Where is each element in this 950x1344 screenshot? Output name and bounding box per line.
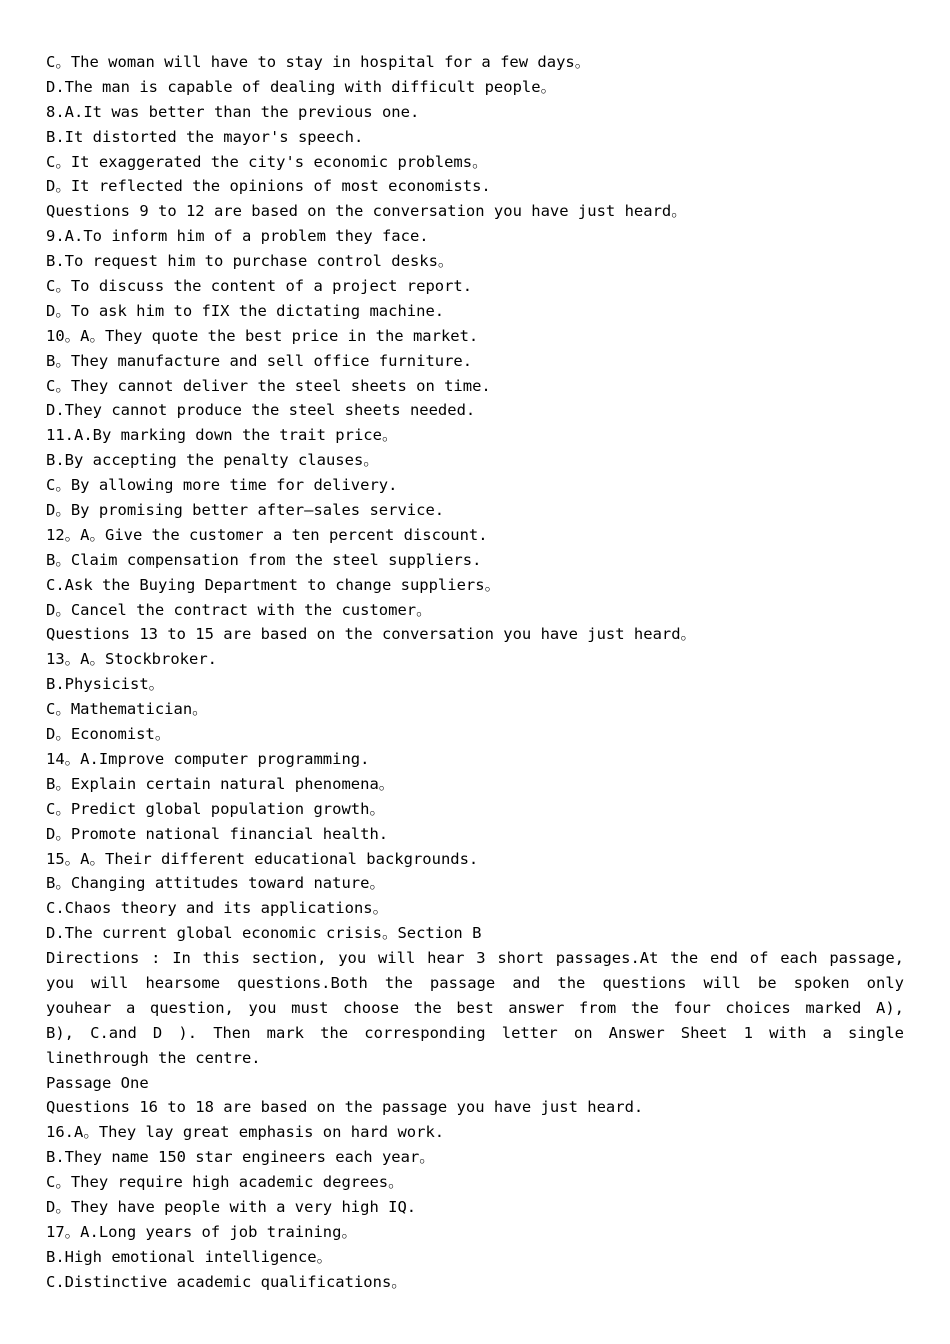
section-instruction: Questions 16 to 18 are based on the passage you have just heard. <box>46 1098 644 1117</box>
question-10-option-b: B。They manufacture and sell office furniture. <box>46 351 473 370</box>
text-line: D.The man is capable of dealing with difficult people。 <box>46 77 557 96</box>
section-instruction: Questions 13 to 15 are based on the conversation you have just heard。 <box>46 625 697 644</box>
question-12-option-d: D。Cancel the contract with the customer。 <box>46 600 432 619</box>
question-8-option-b: B.It distorted the mayor's speech. <box>46 127 364 146</box>
question-11-option-d: D。By promising better after—sales service. <box>46 501 445 520</box>
question-13-option-c: C。Mathematician。 <box>46 700 208 719</box>
section-instruction: Questions 9 to 12 are based on the conversation you have just heard。 <box>46 202 687 221</box>
question-9-option-a: 9.A.To inform him of a problem they face. <box>46 227 429 246</box>
question-13-option-a: 13。A。Stockbroker. <box>46 650 217 669</box>
question-11-option-c: C。By allowing more time for delivery. <box>46 476 398 495</box>
question-14-option-c: C。Predict global population growth。 <box>46 799 385 818</box>
question-12-option-c: C.Ask the Buying Department to change suppliers。 <box>46 575 501 594</box>
question-9-option-b: B.To request him to purchase control desks。 <box>46 252 454 271</box>
question-17-option-b: B.High emotional intelligence。 <box>46 1247 333 1266</box>
question-9-option-c: C。To discuss the content of a project report. <box>46 277 473 296</box>
question-8-option-a: 8.A.It was better than the previous one. <box>46 102 420 121</box>
question-12-option-a: 12。A。Give the customer a ten percent discount. <box>46 525 488 544</box>
question-16-option-d: D。They have people with a very high IQ. <box>46 1197 417 1216</box>
question-14-option-b: B。Explain certain natural phenomena。 <box>46 774 395 793</box>
text-line: C。The woman will have to stay in hospital for a few days。 <box>46 53 591 71</box>
question-15-option-d: D.The current global economic crisis。Section B <box>46 924 482 943</box>
question-8-option-d: D。It reflected the opinions of most economists. <box>46 177 491 196</box>
question-17-option-c: C.Distinctive academic qualifications。 <box>46 1272 407 1291</box>
question-16-option-a: 16.A。They lay great emphasis on hard work. <box>46 1123 445 1142</box>
question-15-option-a: 15。A。Their different educational backgrounds. <box>46 849 479 868</box>
question-15-option-c: C.Chaos theory and its applications。 <box>46 899 389 918</box>
question-16-option-b: B.They name 150 star engineers each year。 <box>46 1148 435 1167</box>
question-8-option-c: C。It exaggerated the city's economic problems。 <box>46 152 488 171</box>
directions-line: Directions : In this section, you will hear 3 short passages.At the end of each passage, <box>46 949 904 968</box>
question-12-option-b: B。Claim compensation from the steel suppliers. <box>46 550 482 569</box>
question-17-option-a: 17。A.Long years of job training。 <box>46 1222 357 1241</box>
directions-line: linethrough the centre. <box>46 1048 261 1067</box>
directions-line: B), C.and D ). Then mark the corresponding letter on Answer Sheet 1 with a single <box>46 1023 904 1042</box>
question-10-option-d: D.They cannot produce the steel sheets needed. <box>46 401 476 420</box>
question-13-option-d: D。Economist。 <box>46 725 171 744</box>
question-10-option-c: C。They cannot deliver the steel sheets on time. <box>46 376 491 395</box>
document-page <box>46 50 904 1295</box>
question-14-option-d: D。Promote national financial health. <box>46 824 389 843</box>
question-11-option-a: 11.A.By marking down the trait price。 <box>46 426 398 445</box>
passage-heading: Passage One <box>46 1073 149 1092</box>
question-13-option-b: B.Physicist。 <box>46 675 165 694</box>
directions-line: you will hearsome questions.Both the passage and the questions will be spoken only <box>46 973 904 992</box>
question-10-option-a: 10。A。They quote the best price in the market. <box>46 326 479 345</box>
question-15-option-b: B。Changing attitudes toward nature。 <box>46 874 385 893</box>
question-9-option-d: D。To ask him to fIX the dictating machine. <box>46 301 445 320</box>
question-14-option-a: 14。A.Improve computer programming. <box>46 749 370 768</box>
question-16-option-c: C。They require high academic degrees。 <box>46 1173 404 1192</box>
directions-line: youhear a question, you must choose the best answer from the four choices marked A), <box>46 998 904 1017</box>
question-11-option-b: B.By accepting the penalty clauses。 <box>46 451 379 470</box>
